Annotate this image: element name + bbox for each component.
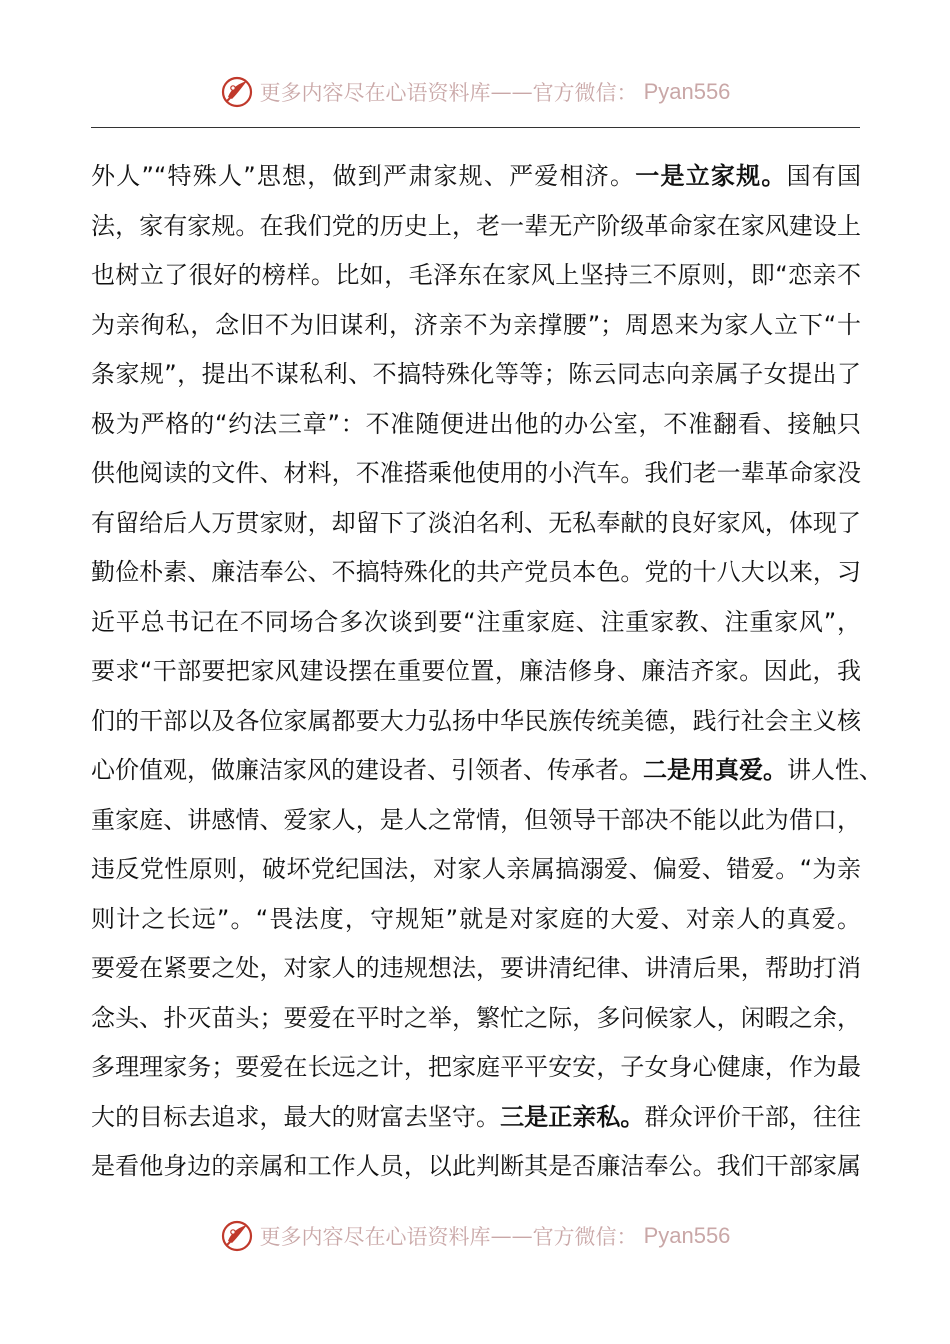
paragraph-line — [91, 1043, 861, 1093]
paragraph-line — [91, 400, 861, 450]
paragraph-line — [91, 895, 861, 945]
paragraph-line — [91, 301, 861, 351]
footer-watermark — [0, 1216, 950, 1256]
paragraph-line — [91, 697, 861, 747]
body-text-run: 也树立了很好的榜样。比如，毛泽东在家风上坚持三不原则，即“恋亲不 — [91, 261, 861, 289]
bold-heading-text: 三是正亲私。 — [500, 1102, 645, 1131]
body-text-run: 大的目标去追求，最大的财富去坚守。 — [91, 1102, 501, 1131]
header-wechat-label: 官方微信： — [532, 81, 638, 105]
body-text-run: 则计之长远”。“畏法度，守规矩”就是对家庭的大爱、对亲人的真爱。 — [91, 904, 861, 933]
footer-slogan: 更多内容尽在心语资料库 — [259, 1225, 491, 1249]
paragraph-line — [91, 202, 861, 252]
paragraph-line — [91, 845, 861, 895]
header-dash: —— — [490, 80, 533, 104]
paragraph-line — [91, 350, 861, 400]
body-text-run: 违反党性原则，破坏党纪国法，对家人亲属搞溺爱、偏爱、错爱。“为亲 — [91, 855, 861, 883]
body-text-run: 们的干部以及各位家属都要大力弘扬中华民族传统美德，践行社会主义核 — [91, 706, 861, 735]
body-text-run: 勤俭朴素、廉洁奉公、不搞特殊化的共产党员本色。党的十八大以来，习 — [91, 558, 861, 586]
body-text-run: 极为严格的“约法三章”：不准随便进出他的办公室，不准翻看、接触只 — [91, 409, 861, 438]
paragraph-line — [91, 944, 861, 994]
paragraph-line — [91, 598, 861, 648]
header-slogan: 更多内容尽在心语资料库 — [259, 81, 491, 105]
paragraph-line — [91, 449, 861, 499]
body-text-run: 近平总书记在不同场合多次谈到要“注重家庭、注重家教、注重家风”， — [91, 607, 861, 636]
header-divider — [91, 127, 860, 128]
body-text-run: 供他阅读的文件、材料，不准搭乘他使用的小汽车。我们老一辈革命家没 — [91, 459, 861, 487]
quill-logo-icon — [220, 75, 254, 109]
bold-heading-text: 二是用真爱。 — [643, 756, 787, 784]
body-text-run: 是看他身边的亲属和工作人员，以此判断其是否廉洁奉公。我们干部家属 — [91, 1152, 861, 1180]
body-text-run: 要爱在紧要之处，对家人的违规想法，要讲清纪律、讲清后果，帮助打消 — [91, 954, 861, 982]
paragraph-line — [91, 251, 861, 301]
body-text-run: 外人”“特殊人”思想，做到严肃家规、严爱相济。 — [91, 162, 636, 190]
header-watermark — [0, 72, 950, 112]
body-text-run: 法，家有家规。在我们党的历史上，老一辈无产阶级革命家在家风建设上 — [91, 211, 861, 240]
footer-wechat-label: 官方微信： — [532, 1225, 638, 1249]
footer-dash: —— — [490, 1224, 533, 1248]
paragraph-line — [91, 1142, 861, 1192]
paragraph-line — [91, 994, 861, 1044]
body-text-run: 讲人性、 — [787, 756, 883, 784]
body-text-run: 心价值观，做廉洁家风的建设者、引领者、传承者。 — [91, 756, 643, 784]
paragraph-line — [91, 746, 883, 796]
paragraph-line — [91, 647, 861, 697]
body-text-run: 国有国 — [786, 162, 862, 190]
body-text-run: 要求“干部要把家风建设摆在重要位置，廉洁修身、廉洁齐家。因此，我 — [91, 657, 861, 685]
footer-wechat-id: Pyan556 — [643, 1223, 731, 1248]
body-text-run: 有留给后人万贯家财，却留下了淡泊名利、无私奉献的良好家风，体现了 — [91, 508, 861, 537]
paragraph-line — [91, 548, 861, 598]
body-text-run: 重家庭、讲感情、爱家人，是人之常情，但领导干部决不能以此为借口， — [91, 805, 861, 834]
body-text-run: 群众评价干部，往往 — [644, 1102, 862, 1131]
paragraph-line — [91, 796, 861, 846]
bold-heading-text: 一是立家规。 — [635, 162, 787, 190]
body-text-run: 多理理家务；要爱在长远之计，把家庭平平安安，子女身心健康，作为最 — [91, 1053, 861, 1081]
body-text-run: 为亲徇私，念旧不为旧谋利，济亲不为亲撑腰”；周恩来为家人立下“十 — [91, 310, 861, 339]
header-wechat-id: Pyan556 — [643, 79, 731, 104]
paragraph-line — [91, 152, 861, 202]
body-text-run: 条家规”，提出不谋私利、不搞特殊化等等；陈云同志向亲属子女提出了 — [91, 360, 861, 388]
document-body — [91, 152, 883, 1192]
body-text-run: 念头、扑灭苗头；要爱在平时之举，繁忙之际，多问候家人，闲暇之余， — [91, 1003, 861, 1032]
paragraph-line — [91, 1093, 861, 1143]
paragraph-line — [91, 499, 861, 549]
quill-logo-icon — [220, 1219, 254, 1253]
